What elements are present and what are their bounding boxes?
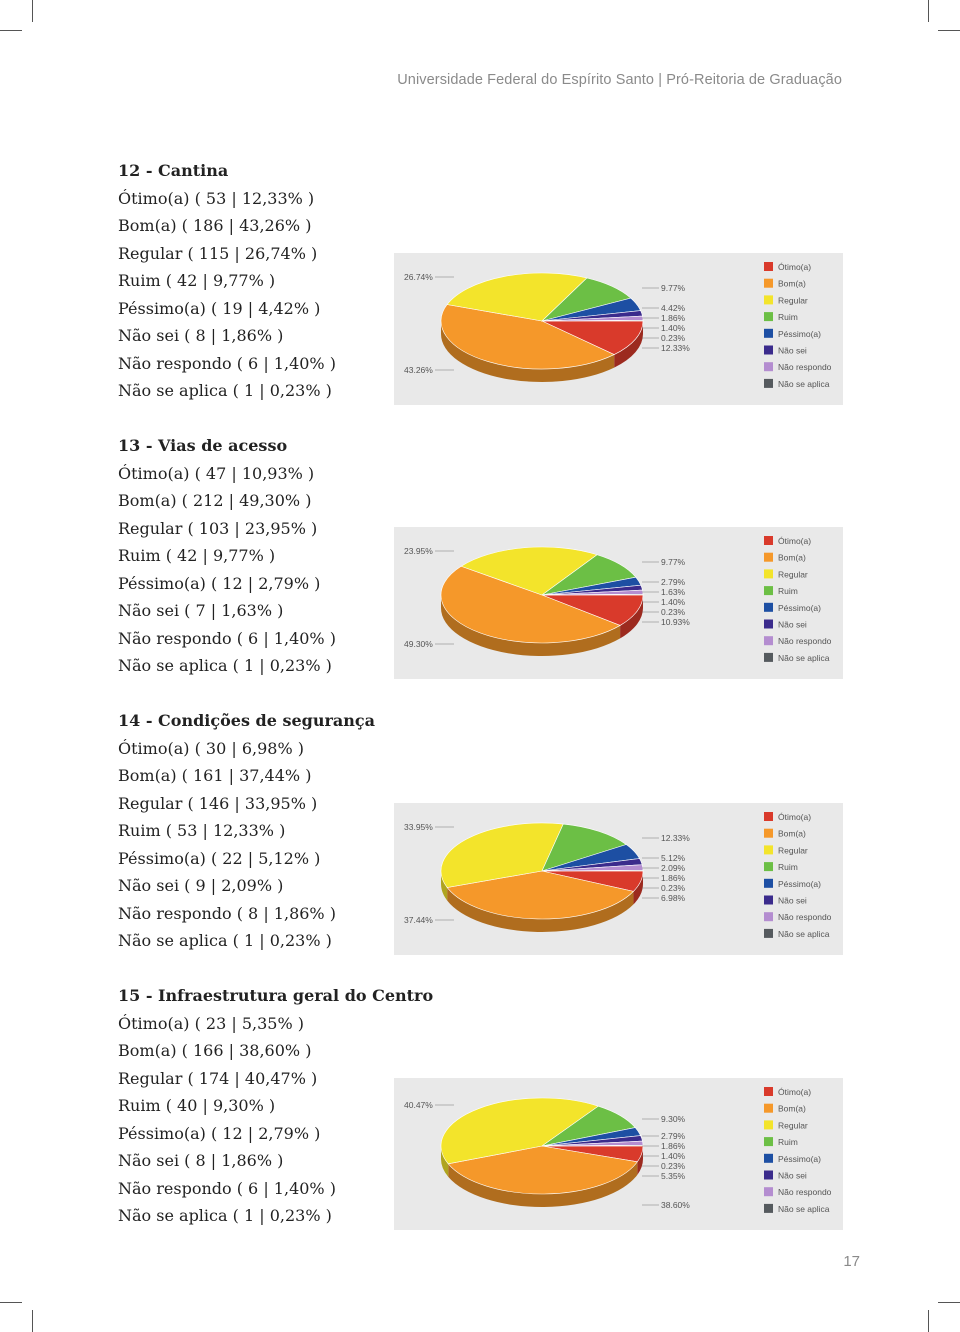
crop-mark (0, 30, 22, 31)
legend-label: Péssimo(a) (778, 602, 821, 613)
slice-percent-label: 12.33% (661, 343, 690, 353)
pie-chart-svg (394, 253, 843, 405)
section-title: 13 - Vias de acesso (118, 436, 288, 455)
pie-chart (394, 527, 843, 679)
legend-label: Bom(a) (778, 278, 806, 289)
legend-label: Não respondo (778, 912, 832, 923)
crop-mark (0, 1302, 22, 1303)
legend-swatch (764, 1104, 773, 1113)
slice-percent-label: 9.77% (661, 557, 686, 567)
slice-percent-label: 10.93% (661, 617, 690, 627)
slice-percent-label: 1.40% (661, 1151, 686, 1161)
legend-swatch (764, 329, 773, 338)
pie-chart-svg (394, 803, 843, 955)
answer-item: Ruim ( 40 | 9,30% ) (118, 1096, 276, 1115)
legend-swatch (764, 553, 773, 562)
legend-label: Ótimo(a) (778, 262, 812, 272)
legend-label: Ruim (778, 1137, 798, 1148)
legend-swatch (764, 829, 773, 838)
legend-swatch (764, 1137, 773, 1146)
slice-percent-label: 5.12% (661, 853, 686, 863)
answer-item: Não respondo ( 6 | 1,40% ) (118, 628, 336, 648)
answer-item: Ruim ( 42 | 9,77% ) (118, 546, 276, 565)
legend-swatch (764, 879, 773, 888)
legend-swatch (764, 912, 773, 921)
slice-percent-label: 40.47% (404, 1100, 433, 1110)
legend-label: Não sei (778, 1170, 807, 1181)
legend-label: Não respondo (778, 636, 832, 647)
legend-label: Regular (778, 569, 808, 580)
legend-label: Ruim (778, 312, 798, 323)
legend-swatch (764, 362, 773, 371)
legend-label: Regular (778, 295, 808, 306)
legend-label: Não respondo (778, 362, 832, 373)
legend-swatch (764, 586, 773, 595)
answer-item: Não respondo ( 8 | 1,86% ) (118, 903, 336, 923)
answer-item: Não sei ( 8 | 1,86% ) (118, 326, 284, 345)
pie-chart (394, 803, 843, 955)
answer-item: Regular ( 174 | 40,47% ) (118, 1068, 318, 1088)
section-title: 15 - Infraestrutura geral do Centro (118, 986, 434, 1005)
legend-swatch (764, 636, 773, 645)
answer-item: Ótimo(a) ( 30 | 6,98% ) (118, 738, 304, 758)
slice-percent-label: 1.63% (661, 587, 686, 597)
slice-percent-label: 9.77% (661, 283, 686, 293)
slice-percent-label: 2.79% (661, 577, 686, 587)
answer-item: Ótimo(a) ( 53 | 12,33% ) (118, 188, 315, 208)
legend-swatch (764, 845, 773, 854)
legend-label: Bom(a) (778, 1103, 806, 1114)
slice-percent-label: 12.33% (661, 833, 690, 843)
answer-item: Não se aplica ( 1 | 0,23% ) (118, 1206, 332, 1225)
slice-percent-label: 49.30% (404, 639, 433, 649)
legend-swatch (764, 929, 773, 938)
answer-item: Não sei ( 9 | 2,09% ) (118, 876, 284, 895)
legend-swatch (764, 312, 773, 321)
legend-label: Péssimo(a) (778, 878, 821, 889)
page-header: Universidade Federal do Espírito Santo | Pró-Reitoria de Graduação (397, 72, 842, 88)
legend-label: Regular (778, 1120, 808, 1131)
answer-item: Péssimo(a) ( 22 | 5,12% ) (118, 848, 321, 868)
section-title: 12 - Cantina (118, 161, 229, 180)
slice-percent-label: 6.98% (661, 893, 686, 903)
legend-swatch (764, 1204, 773, 1213)
legend-swatch (764, 1087, 773, 1096)
legend-label: Não respondo (778, 1187, 832, 1198)
pie-chart-svg (394, 527, 843, 679)
answer-item: Não se aplica ( 1 | 0,23% ) (118, 381, 332, 400)
legend-label: Não se aplica (778, 652, 830, 663)
legend-swatch (764, 569, 773, 578)
answer-item: Ruim ( 42 | 9,77% ) (118, 271, 276, 290)
legend-swatch (764, 1171, 773, 1180)
answer-item: Regular ( 103 | 23,95% ) (118, 518, 318, 538)
answer-item: Regular ( 146 | 33,95% ) (118, 793, 318, 813)
slice-percent-label: 1.86% (661, 1141, 686, 1151)
slice-percent-label: 2.79% (661, 1131, 686, 1141)
legend-label: Não se aplica (778, 378, 830, 389)
legend-swatch (764, 620, 773, 629)
pie-chart-svg (394, 1078, 843, 1230)
answer-item: Bom(a) ( 186 | 43,26% ) (118, 216, 312, 235)
legend-label: Não sei (778, 619, 807, 630)
section-title: 14 - Condições de segurança (118, 711, 376, 730)
legend-label: Regular (778, 845, 808, 856)
legend-label: Péssimo(a) (778, 1153, 821, 1164)
slice-percent-label: 2.09% (661, 863, 686, 873)
crop-mark (938, 1302, 960, 1303)
legend-label: Não se aplica (778, 928, 830, 939)
legend-swatch (764, 379, 773, 388)
answer-item: Péssimo(a) ( 19 | 4,42% ) (118, 298, 321, 318)
answer-item: Péssimo(a) ( 12 | 2,79% ) (118, 1123, 321, 1143)
legend-swatch (764, 653, 773, 662)
slice-percent-label: 37.44% (404, 915, 433, 925)
page-number: 17 (843, 1253, 860, 1270)
legend-swatch (764, 603, 773, 612)
slice-percent-label: 43.26% (404, 365, 433, 375)
answer-item: Não se aplica ( 1 | 0,23% ) (118, 931, 332, 950)
slice-percent-label: 1.86% (661, 873, 686, 883)
legend-label: Não sei (778, 345, 807, 356)
legend-swatch (764, 1120, 773, 1129)
crop-mark (32, 0, 33, 22)
legend-swatch (764, 812, 773, 821)
legend-swatch (764, 262, 773, 271)
legend-label: Bom(a) (778, 828, 806, 839)
answer-item: Bom(a) ( 166 | 38,60% ) (118, 1041, 312, 1060)
legend-swatch (764, 896, 773, 905)
answer-item: Não respondo ( 6 | 1,40% ) (118, 1178, 336, 1198)
crop-mark (32, 1310, 33, 1332)
slice-percent-label: 23.95% (404, 546, 433, 556)
legend-swatch (764, 862, 773, 871)
slice-percent-label: 0.23% (661, 333, 686, 343)
slice-percent-label: 5.35% (661, 1171, 686, 1181)
slice-percent-label: 9.30% (661, 1114, 686, 1124)
legend-label: Ótimo(a) (778, 812, 812, 822)
legend-swatch (764, 279, 773, 288)
slice-percent-label: 0.23% (661, 1161, 686, 1171)
answer-item: Ótimo(a) ( 23 | 5,35% ) (118, 1013, 304, 1033)
legend-swatch (764, 536, 773, 545)
legend-swatch (764, 295, 773, 304)
answer-item: Bom(a) ( 212 | 49,30% ) (118, 491, 312, 510)
crop-mark (928, 1310, 929, 1332)
legend-swatch (764, 1187, 773, 1196)
legend-label: Não se aplica (778, 1203, 830, 1214)
legend-label: Ruim (778, 586, 798, 597)
legend-label: Ótimo(a) (778, 536, 812, 546)
legend-label: Não sei (778, 895, 807, 906)
slice-percent-label: 4.42% (661, 303, 686, 313)
legend-label: Ruim (778, 862, 798, 873)
legend-swatch (764, 1154, 773, 1163)
answer-item: Não se aplica ( 1 | 0,23% ) (118, 656, 332, 675)
pie-chart (394, 1078, 843, 1230)
answer-item: Não respondo ( 6 | 1,40% ) (118, 353, 336, 373)
slice-percent-label: 1.40% (661, 323, 686, 333)
answer-item: Bom(a) ( 161 | 37,44% ) (118, 766, 312, 785)
slice-percent-label: 26.74% (404, 272, 433, 282)
slice-percent-label: 0.23% (661, 883, 686, 893)
legend-label: Ótimo(a) (778, 1087, 812, 1097)
legend-label: Bom(a) (778, 552, 806, 563)
slice-percent-label: 1.86% (661, 313, 686, 323)
answer-item: Regular ( 115 | 26,74% ) (118, 243, 318, 263)
crop-mark (938, 30, 960, 31)
slice-percent-label: 0.23% (661, 607, 686, 617)
answer-item: Ótimo(a) ( 47 | 10,93% ) (118, 463, 315, 483)
answer-item: Ruim ( 53 | 12,33% ) (118, 821, 286, 840)
slice-percent-label: 38.60% (661, 1200, 690, 1210)
slice-percent-label: 1.40% (661, 597, 686, 607)
slice-percent-label: 33.95% (404, 822, 433, 832)
legend-swatch (764, 346, 773, 355)
pie-chart (394, 253, 843, 405)
answer-item: Não sei ( 7 | 1,63% ) (118, 601, 284, 620)
crop-mark (928, 0, 929, 22)
legend-label: Péssimo(a) (778, 328, 821, 339)
answer-item: Não sei ( 8 | 1,86% ) (118, 1151, 284, 1170)
answer-item: Péssimo(a) ( 12 | 2,79% ) (118, 573, 321, 593)
